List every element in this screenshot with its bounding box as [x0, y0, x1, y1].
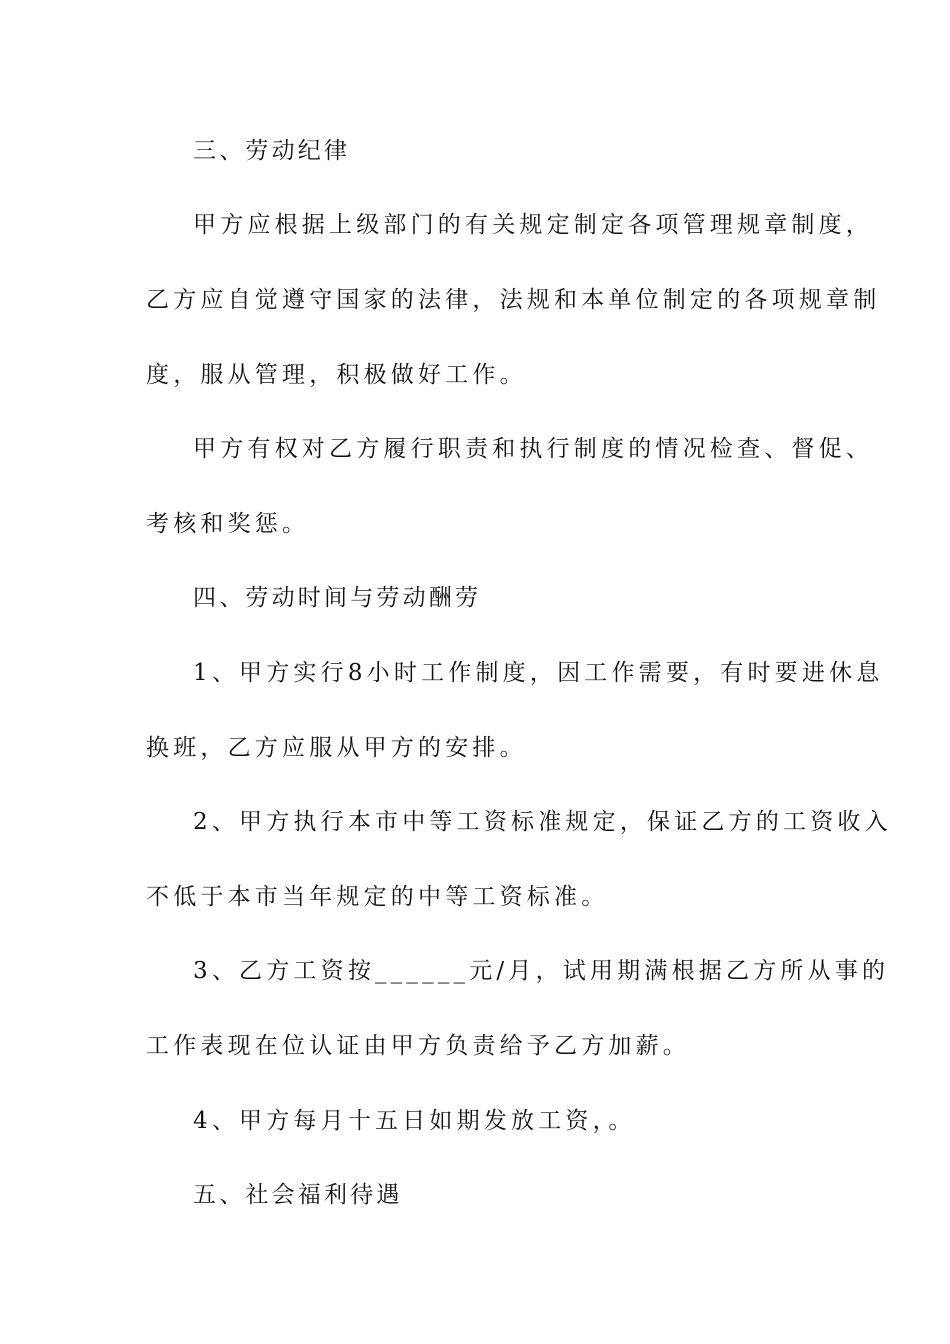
list-item-line: 3、乙方工资按______元/月，试用期满根据乙方所从事的: [193, 958, 890, 984]
paragraph-line: 乙方应自觉遵守国家的法律，法规和本单位制定的各项规章制: [146, 287, 881, 313]
list-item-line: 2、甲方执行本市中等工资标准规定，保证乙方的工资收入: [193, 809, 892, 835]
section-heading-work-time-pay: 四、劳动时间与劳动酬劳: [193, 585, 482, 611]
paragraph-line: 甲方应根据上级部门的有关规定制定各项管理规章制度，: [193, 212, 873, 238]
paragraph-line: 考核和奖惩。: [146, 511, 310, 537]
paragraph-line: 度，服从管理，积极做好工作。: [146, 362, 527, 388]
list-item-line: 换班，乙方应服从甲方的安排。: [146, 735, 527, 761]
section-heading-social-welfare: 五、社会福利待遇: [193, 1182, 403, 1208]
list-item-line: 不低于本市当年规定的中等工资标准。: [146, 884, 609, 910]
list-item-line: 4、甲方每月十五日如期发放工资，。: [193, 1108, 636, 1134]
section-heading-labor-discipline: 三、劳动纪律: [193, 138, 351, 164]
paragraph-line: 甲方有权对乙方履行职责和执行制度的情况检查、督促、: [193, 436, 873, 462]
list-item-line: 工作表现在位认证由甲方负责给予乙方加薪。: [146, 1033, 690, 1059]
list-item-line: 1、甲方实行8小时工作制度，因工作需要，有时要进休息: [193, 660, 884, 686]
